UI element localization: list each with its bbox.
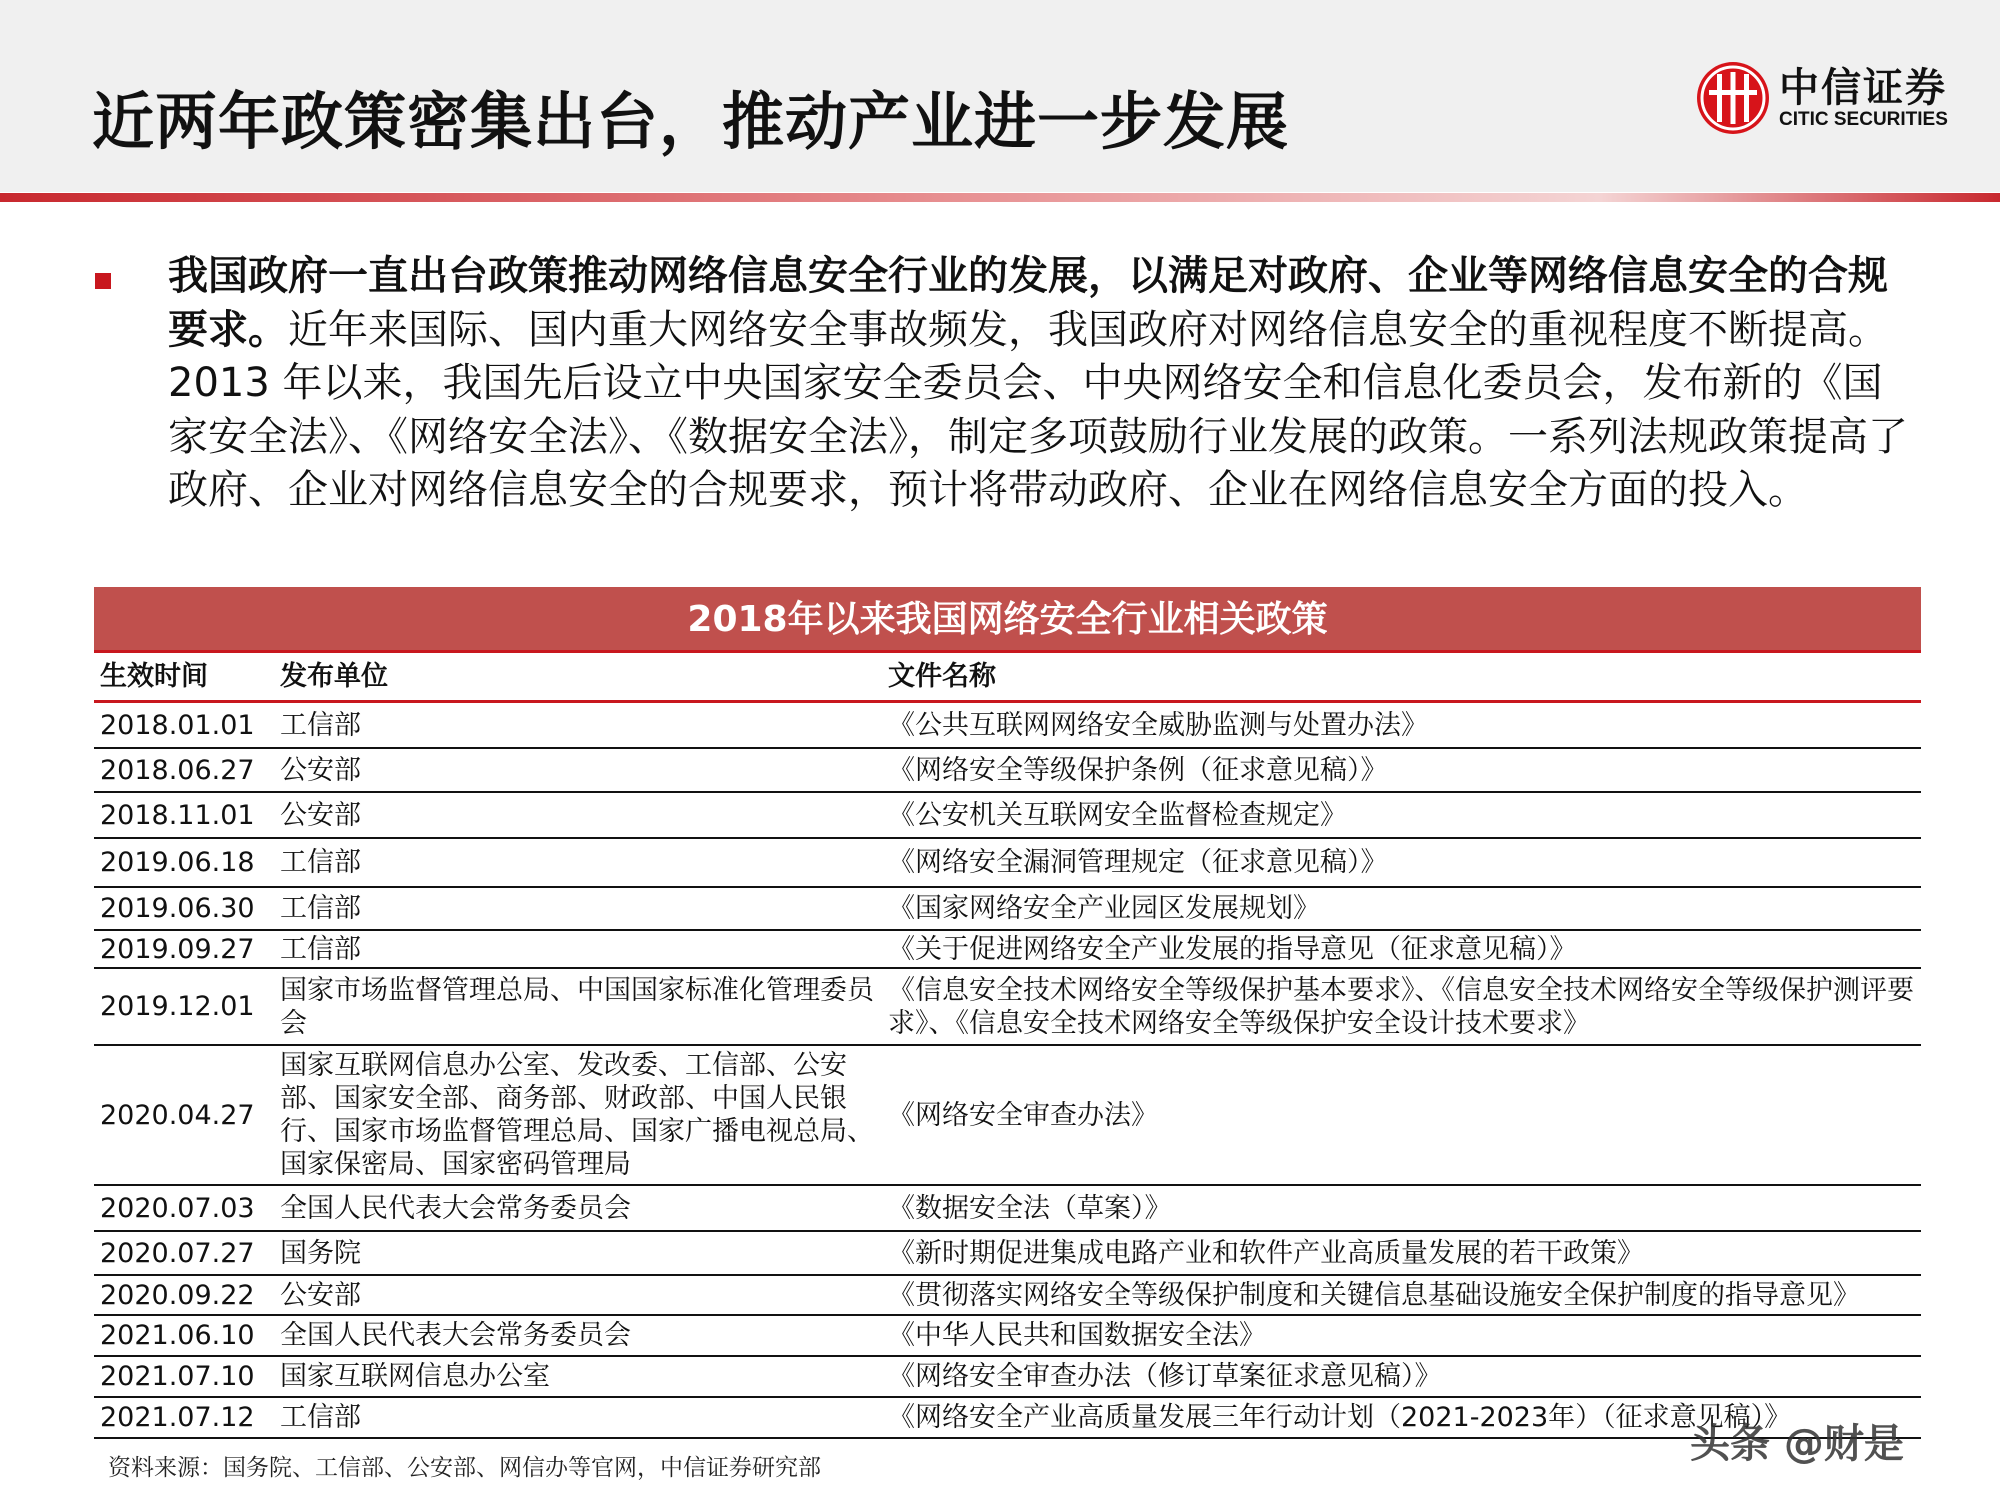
cell-document: 《关于促进网络安全产业发展的指导意见（征求意见稿）》 [888, 933, 1577, 965]
table-row [94, 1276, 1921, 1316]
table-row [94, 1046, 1921, 1186]
table-row [94, 1398, 1921, 1439]
page-title: 近两年政策密集出台，推动产业进一步发展 [92, 85, 1290, 158]
cell-issuer: 国家互联网信息办公室、发改委、工信部、公安部、国家安全部、商务部、财政部、中国人民银行、国家市场监督管理总局、国家广播电视总局、国家保密局、国家密码管理局 [280, 1050, 874, 1180]
cell-document: 《国家网络安全产业园区发展规划》 [888, 893, 1320, 924]
cell-document: 《网络安全漏洞管理规定（征求意见稿）》 [888, 847, 1388, 878]
cell-date: 2019.09.27 [100, 933, 255, 965]
table-caption: 2018年以来我国网络安全行业相关政策 [94, 587, 1921, 653]
table-row [94, 703, 1921, 749]
cell-document: 《中华人民共和国数据安全法》 [888, 1320, 1266, 1351]
table-row [94, 931, 1921, 969]
intro-bold: 我国政府一直出台政策推动网络信息安全行业的发展，以满足对政府、企业等网络信息安全的合规要求。 [168, 253, 1888, 353]
cell-issuer: 公安部 [280, 754, 361, 786]
cell-issuer: 国务院 [280, 1237, 361, 1269]
cell-issuer: 全国人民代表大会常务委员会 [280, 1192, 631, 1224]
cell-document: 《信息安全技术网络安全等级保护基本要求》、《信息安全技术网络安全等级保护测评要求》、《信息安全技术网络安全等级保护安全设计技术要求》 [888, 974, 1914, 1039]
table-row [94, 839, 1921, 888]
cell-issuer: 公安部 [280, 1279, 361, 1311]
table-row [94, 888, 1921, 931]
citic-logo [1695, 60, 1948, 136]
cell-document: 《网络安全产业高质量发展三年行动计划（2021-2023年）（征求意见稿）》 [888, 1402, 1792, 1433]
bullet-icon [95, 273, 111, 289]
table-row [94, 1186, 1921, 1232]
table-row [94, 749, 1921, 793]
cell-date: 2019.06.18 [100, 847, 255, 878]
cell-date: 2019.12.01 [100, 991, 255, 1022]
cell-document: 《公共互联网网络安全威胁监测与处置办法》 [888, 709, 1428, 741]
cell-issuer: 工信部 [280, 1402, 361, 1433]
cell-date: 2020.07.27 [100, 1237, 255, 1269]
cell-issuer: 工信部 [280, 709, 361, 741]
table-row [94, 969, 1921, 1046]
cell-document: 《贯彻落实网络安全等级保护制度和关键信息基础设施安全保护制度的指导意见》 [888, 1279, 1860, 1311]
source-note: 资料来源：国务院、工信部、公安部、网信办等官网，中信证券研究部 [108, 1455, 821, 1481]
cell-issuer: 公安部 [280, 799, 361, 831]
intro-paragraph [168, 250, 1908, 518]
table-header-row [94, 653, 1921, 703]
cell-date: 2021.06.10 [100, 1320, 255, 1351]
cell-date: 2021.07.10 [100, 1361, 255, 1392]
table-row [94, 1357, 1921, 1398]
cell-issuer: 工信部 [280, 847, 361, 878]
citic-logo-icon [1695, 60, 1771, 136]
cell-issuer: 国家互联网信息办公室 [280, 1361, 550, 1392]
col-header-document: 文件名称 [888, 661, 996, 692]
cell-document: 《数据安全法（草案）》 [888, 1192, 1172, 1224]
cell-date: 2020.09.22 [100, 1279, 255, 1311]
col-header-issuer: 发布单位 [280, 661, 388, 692]
cell-date: 2018.01.01 [100, 709, 255, 741]
cell-issuer: 工信部 [280, 893, 361, 924]
cell-issuer: 国家市场监督管理总局、中国国家标准化管理委员会 [280, 974, 874, 1039]
cell-date: 2020.04.27 [100, 1099, 255, 1131]
cell-document: 《网络安全审查办法（修订草案征求意见稿）》 [888, 1361, 1442, 1392]
table-row [94, 793, 1921, 839]
logo-cn: 中信证券 [1779, 64, 1947, 111]
header-divider [0, 193, 2000, 202]
cell-document: 《网络安全等级保护条例（征求意见稿）》 [888, 754, 1388, 786]
cell-date: 2018.06.27 [100, 754, 255, 786]
table-row [94, 1232, 1921, 1276]
logo-en: CITIC SECURITIES [1779, 109, 1948, 130]
cell-issuer: 全国人民代表大会常务委员会 [280, 1320, 631, 1351]
watermark: 头条 @财是 [1690, 1421, 1904, 1467]
cell-document: 《网络安全审查办法》 [888, 1099, 1158, 1131]
cell-date: 2019.06.30 [100, 893, 255, 924]
cell-date: 2021.07.12 [100, 1402, 255, 1433]
col-header-date: 生效时间 [100, 661, 208, 692]
table-row [94, 1316, 1921, 1357]
cell-date: 2020.07.03 [100, 1192, 255, 1224]
cell-document: 《公安机关互联网安全监督检查规定》 [888, 799, 1347, 831]
cell-date: 2018.11.01 [100, 799, 255, 831]
policy-table [94, 587, 1921, 1439]
intro-text: 近年来国际、国内重大网络安全事故频发，我国政府对网络信息安全的重视程度不断提高。2013 年以来，我国先后设立中央国家安全委员会、中央网络安全和信息化委员会，发布新的《国家安全法》、《网络安全法》、《数据安全法》，制定多项鼓励行业发展的政策。一系列法规政策提高了政府、企业对网络信息安全的合规要求，预计将带动政府、企业在网络信息安全方面的投入。 [168, 306, 1908, 514]
cell-document: 《新时期促进集成电路产业和软件产业高质量发展的若干政策》 [888, 1237, 1644, 1269]
cell-issuer: 工信部 [280, 933, 361, 965]
